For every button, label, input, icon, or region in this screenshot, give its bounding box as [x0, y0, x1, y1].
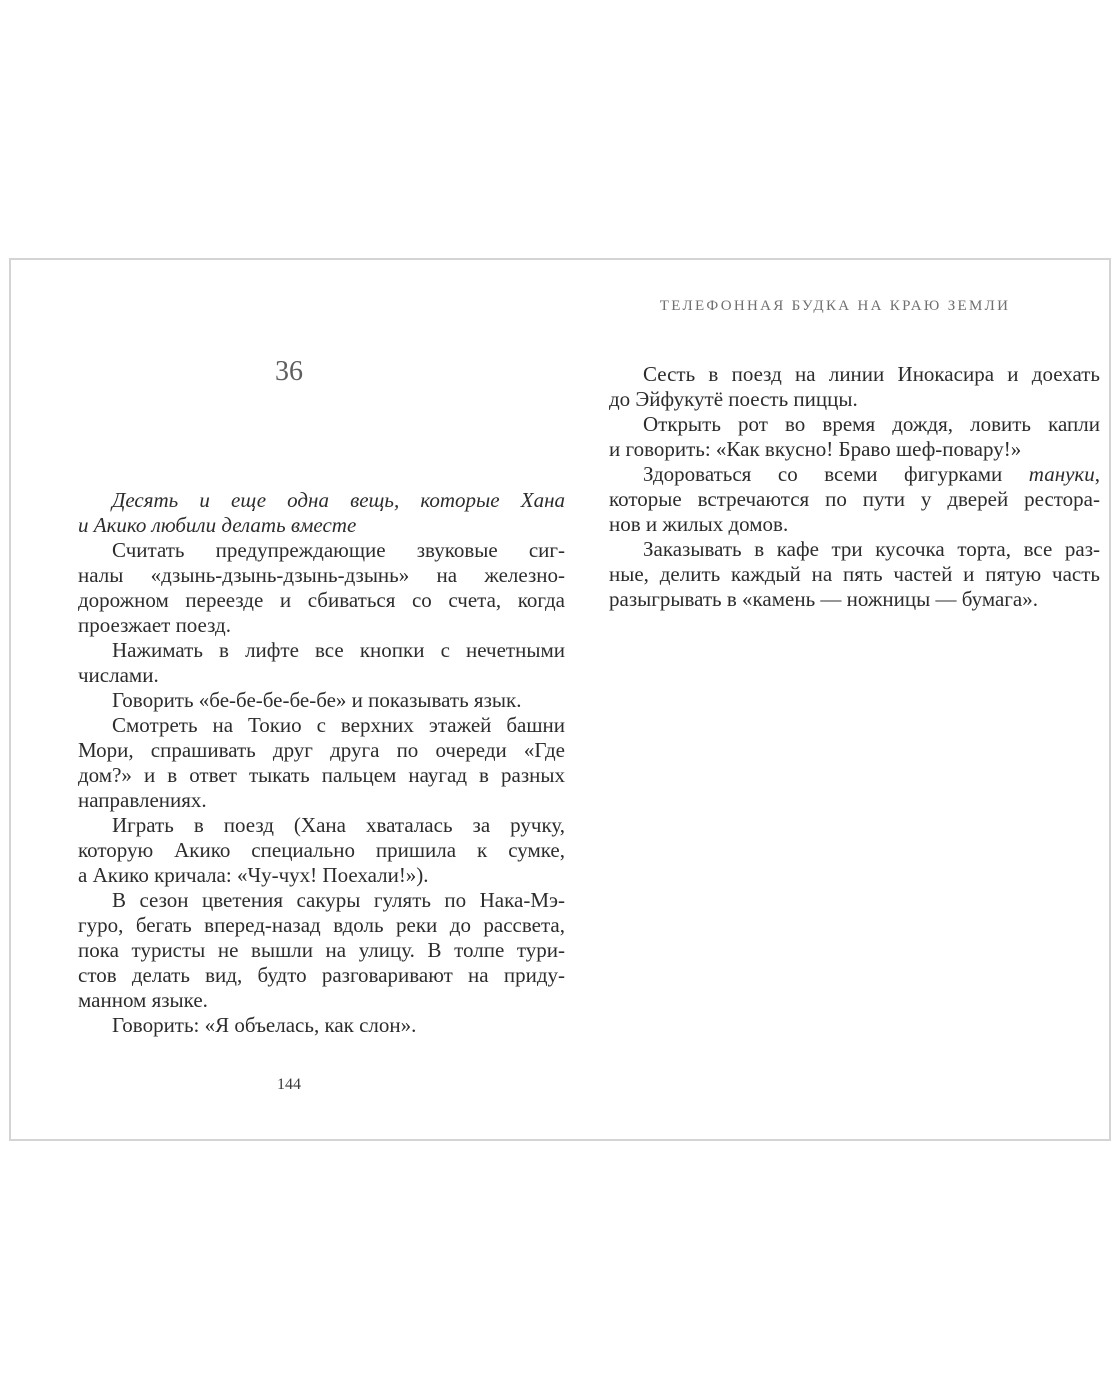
- text-line: Заказывать в кафе три кусочка торта, все раз-: [643, 537, 1100, 561]
- text-line: Говорить «бе-бе-бе-бе-бе» и показывать язык.: [112, 688, 522, 712]
- text-line: ные, делить каждый на пять частей и пятую часть: [609, 562, 1100, 586]
- text-line: Считать предупреждающие звуковые сиг-: [112, 538, 565, 562]
- text-line: налы «дзынь-дзынь-дзынь-дзынь» на железно-: [78, 563, 565, 587]
- left-text-column: [78, 488, 565, 1038]
- text-line: стов делать вид, будто разговаривают на приду-: [78, 963, 565, 987]
- text-line: которую Акико специально пришила к сумке,: [78, 838, 565, 862]
- paragraph: [78, 688, 565, 713]
- paragraph: [78, 538, 565, 638]
- text-line: дорожном переезде и сбиваться со счета, когда: [78, 588, 565, 612]
- page-spread-frame: [9, 258, 1111, 1141]
- text-line: а Акико кричала: «Чу-чух! Поехали!»).: [78, 863, 429, 887]
- text-line: Нажимать в лифте все кнопки с нечетными: [112, 638, 565, 662]
- paragraph: [78, 638, 565, 688]
- text-line: Играть в поезд (Хана хваталась за ручку,: [112, 813, 565, 837]
- text-line: манном языке.: [78, 988, 208, 1012]
- text-line: Мори, спрашивать друг друга по очереди «Где: [78, 738, 565, 762]
- text-line: Сесть в поезд на линии Инокасира и доехать: [643, 362, 1100, 386]
- chapter-number: 36: [275, 356, 303, 387]
- text-line: которые встречаются по пути у дверей рестора-: [609, 487, 1100, 511]
- text-line: Смотреть на Токио с верхних этажей башни: [112, 713, 565, 737]
- text-line: пока туристы не вышли на улицу. В толпе тури-: [78, 938, 565, 962]
- text-line: разыгрывать в «камень — ножницы — бумага».: [609, 587, 1038, 611]
- text-line: направлениях.: [78, 788, 207, 812]
- text-line: и Акико любили делать вместе: [78, 513, 357, 537]
- text-line: до Эйфукутё поесть пиццы.: [609, 387, 858, 411]
- paragraph: [609, 462, 1100, 537]
- running-header: ТЕЛЕФОННАЯ БУДКА НА КРАЮ ЗЕМЛИ: [659, 298, 1011, 314]
- text-line: Открыть рот во время дождя, ловить капли: [643, 412, 1100, 436]
- text-line: Говорить: «Я объелась, как слон».: [112, 1013, 417, 1037]
- text-line: Здороваться со всеми фигурками тануки,: [643, 462, 1100, 486]
- text-line: Десять и еще одна вещь, которые Хана: [112, 488, 565, 512]
- paragraph: [78, 1013, 565, 1038]
- paragraph: [78, 888, 565, 1013]
- text-line: проезжает поезд.: [78, 613, 231, 637]
- paragraph: [609, 412, 1100, 462]
- paragraph: [609, 362, 1100, 412]
- text-line: нов и жилых домов.: [609, 512, 789, 536]
- text-line: гуро, бегать вперед-назад вдоль реки до рассвета,: [78, 913, 565, 937]
- paragraph: [78, 713, 565, 813]
- text-line: дом?» и в ответ тыкать пальцем наугад в разных: [78, 763, 565, 787]
- paragraph: [78, 488, 565, 538]
- right-text-column: [609, 362, 1100, 612]
- page-number: 144: [277, 1076, 301, 1093]
- text-line: числами.: [78, 663, 159, 687]
- paragraph: [609, 537, 1100, 612]
- text-line: В сезон цветения сакуры гулять по Нака-Мэ-: [112, 888, 565, 912]
- text-line: и говорить: «Как вкусно! Браво шеф-повару!»: [609, 437, 1022, 461]
- paragraph: [78, 813, 565, 888]
